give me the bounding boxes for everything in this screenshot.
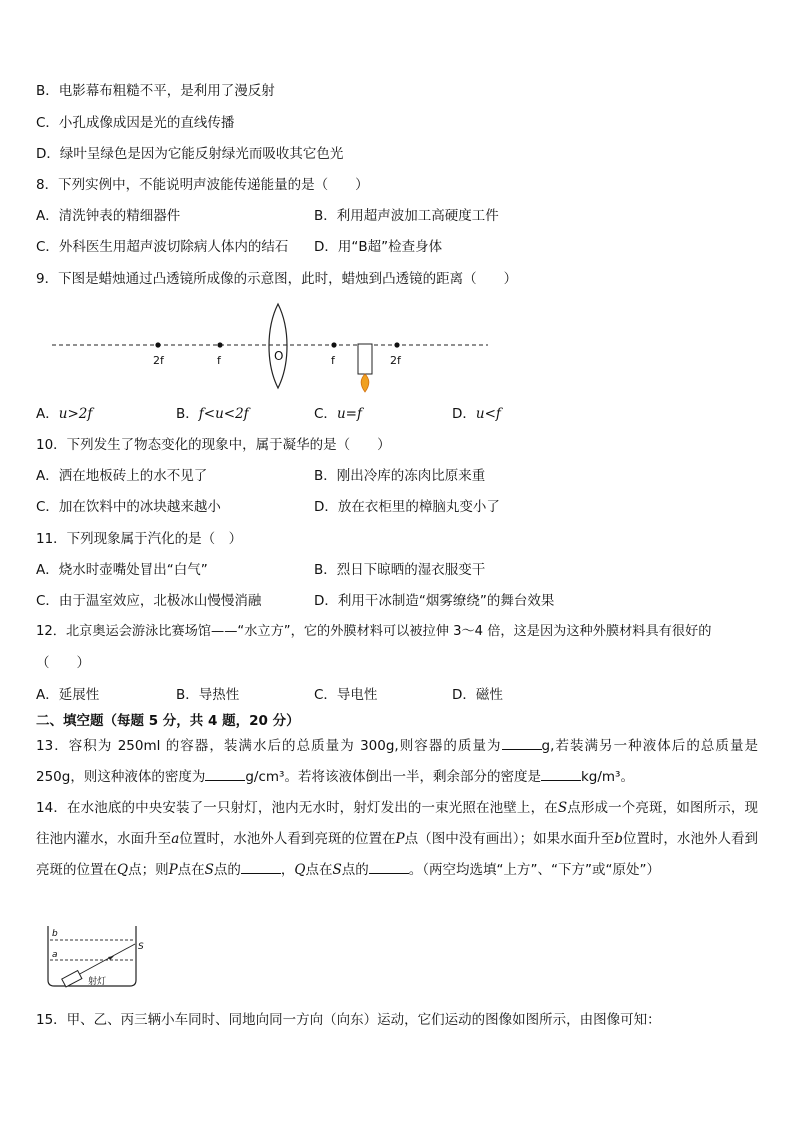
q10-option-c: C．加在饮料中的冰块越来越小: [36, 499, 221, 515]
q12-option-b: B．导热性: [176, 687, 240, 703]
q8-option-b: B．利用超声波加工高硬度工件: [314, 208, 499, 224]
q11-option-a: A．烧水时壶嘴处冒出“白气”: [36, 562, 208, 578]
label-right-f: f: [331, 354, 335, 367]
q9-option-d: D．u<f: [452, 406, 501, 422]
pool-diagram: [38, 922, 158, 992]
q14-blank-2[interactable]: [369, 859, 409, 874]
q9-stem: 9．下图是蜡烛通过凸透镜所成像的示意图，此时，蜡烛到凸透镜的距离（ ）: [36, 271, 518, 287]
q15-stem: 15．甲、乙、丙三辆小车同时、同地向同一方向（向东）运动，它们运动的图像如图所示，由图像可知：: [36, 1012, 661, 1028]
q10-option-b: B．刚出冷库的冻肉比原来重: [314, 468, 486, 484]
q12-stem-bracket: （ ）: [36, 655, 90, 671]
candle-image: [358, 344, 372, 374]
q12-stem: 12．北京奥运会游泳比赛场馆——“水立方”，它的外膜材料可以被拉伸 3～4 倍，这是因为这种外膜材料具有很好的: [36, 624, 712, 639]
q11-option-c: C．由于温室效应，北极冰山慢慢消融: [36, 593, 262, 609]
q12-option-a: A．延展性: [36, 687, 100, 703]
q14-paragraph: 14．在水池底的中央安装了一只射灯，池内无水时，射灯发出的一束光照在池壁上，在S点形成一个亮斑，如图所示，现往池内灌水，水面升至a位置时，水池外人看到亮斑的位置在P点（图中没有画出）；如果水面升至b位置时，水池外人看到亮斑的位置在Q点；则P点在S点的 ，Q点在S点的 。（两空均选填“上方”、“下方”或“原处”）: [36, 800, 759, 878]
focal-point-left-2f: [155, 342, 160, 347]
label-lamp: 射灯: [88, 977, 107, 987]
candle-flame-icon: [361, 374, 369, 392]
focal-point-right-2f: [394, 342, 399, 347]
q7-option-b: B．电影幕布粗糙不平，是利用了漫反射: [36, 83, 275, 99]
q11-stem: 11．下列现象属于汽化的是（ ）: [36, 531, 243, 547]
q10-option-a: A．洒在地板砖上的水不见了: [36, 468, 208, 484]
focal-point-left-f: [217, 342, 222, 347]
q9-option-c: C．u=f: [314, 406, 362, 422]
q11-option-b: B．烈日下晾晒的湿衣服变干: [314, 562, 486, 578]
q8-option-a: A．清洗钟表的精细器件: [36, 208, 181, 224]
q8-stem: 8．下列实例中，不能说明声波能传递能量的是（ ）: [36, 177, 369, 193]
q11-option-d: D．利用干冰制造“烟雾缭绕”的舞台效果: [314, 593, 555, 609]
q10-option-d: D．放在衣柜里的樟脑丸变小了: [314, 499, 500, 515]
q8-option-c: C．外科医生用超声波切除病人体内的结石: [36, 239, 289, 255]
q7-option-d: D．绿叶呈绿色是因为它能反射绿光而吸收其它色光: [36, 146, 344, 162]
q10-stem: 10．下列发生了物态变化的现象中，属于凝华的是（ ）: [36, 437, 391, 453]
label-optical-center: O: [274, 349, 284, 363]
q13-blank-2[interactable]: [205, 766, 245, 781]
q9-option-a: A．u>2f: [36, 406, 93, 422]
label-right-2f: 2f: [390, 354, 401, 367]
q14-blank-1[interactable]: [241, 859, 281, 874]
q13-blank-1[interactable]: [502, 735, 542, 750]
q9-option-b: B．f<u<2f: [176, 406, 249, 422]
ray-arrow-icon: [108, 956, 114, 960]
q12-option-d: D．磁性: [452, 687, 503, 703]
focal-point-right-f: [331, 342, 336, 347]
lens-diagram: [40, 298, 500, 398]
q13-paragraph: 13．容积为 250ml 的容器，装满水后的总质量为 300g,则容器的质量为 g,若装满另一种液体后的总质量是 250g，则这种液体的密度为 g/cm³。若将该液体倒出一半，剩余部分的密度是 kg/m³。: [36, 731, 758, 793]
q13-blank-3[interactable]: [541, 766, 581, 781]
label-s: S: [138, 942, 144, 952]
label-left-f: f: [217, 354, 221, 367]
label-a: a: [52, 950, 58, 960]
convex-lens: [269, 304, 287, 388]
label-left-2f: 2f: [153, 354, 164, 367]
q12-option-c: C．导电性: [314, 687, 378, 703]
q8-option-d: D．用“B超”检查身体: [314, 239, 443, 255]
label-b: b: [52, 929, 58, 939]
spotlight-icon: [62, 971, 82, 987]
section-heading-fill-in: 二、填空题（每题 5 分，共 4 题，20 分）: [36, 713, 300, 729]
q7-option-c: C．小孔成像成因是光的直线传播: [36, 115, 235, 131]
